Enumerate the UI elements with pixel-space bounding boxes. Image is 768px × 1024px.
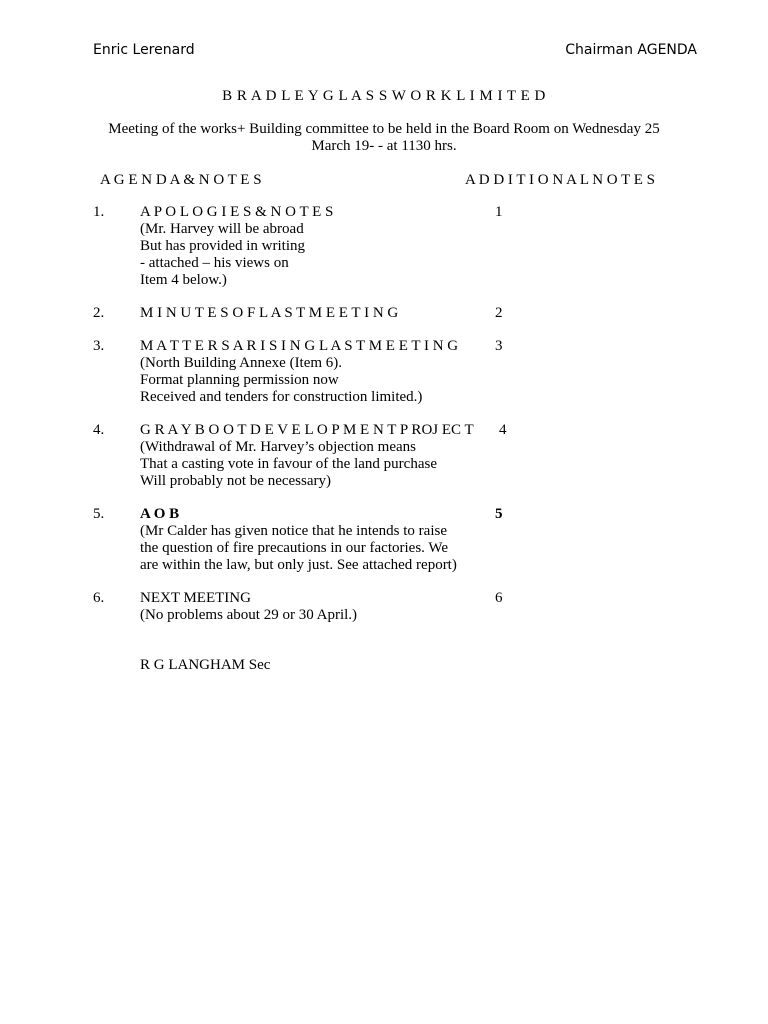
note-line: are within the law, but only just. See attached report) [140, 557, 457, 573]
agenda-column-heading: A G E N D A & N O T E S [100, 172, 262, 188]
item-notes [140, 439, 520, 490]
note-line: - attached – his views on [140, 255, 289, 271]
note-line: the question of fire precautions in our factories. We [140, 540, 448, 556]
item-title: A O B [140, 506, 180, 522]
note-line: Format planning permission now [140, 372, 339, 388]
item-notes [140, 221, 520, 289]
item-note-ref: 4 [499, 422, 507, 438]
note-line: That a casting vote in favour of the land purchase [140, 456, 437, 472]
note-line: (Mr. Harvey will be abroad [140, 221, 304, 237]
item-title: M A T T E R S A R I S I N G L A S T M E E T I N G [140, 338, 459, 354]
item-title: M I N U T E S O F L A S T M E E T I N G [140, 305, 399, 321]
item-note-ref: 3 [495, 338, 503, 354]
item-number: 4. [93, 422, 105, 438]
item-number: 3. [93, 338, 105, 354]
note-line: (No problems about 29 or 30 April.) [140, 607, 358, 623]
item-number: 5. [93, 506, 105, 522]
company-title: B R A D L E Y G L A S S W O R K L I M I T E D [222, 88, 546, 104]
note-line: Will probably not be necessary) [140, 473, 332, 489]
header-role: Chairman AGENDA [565, 42, 697, 58]
item-notes [140, 355, 520, 406]
item-number: 6. [93, 590, 105, 606]
item-notes [140, 523, 520, 574]
meeting-intro: Meeting of the works+ Building committee to be held in the Board Room on Wednesday 25 March 19- - at 1130 hrs. [108, 121, 660, 154]
item-title: A P O L O G I E S & N O T E S [140, 204, 334, 220]
item-notes [140, 607, 520, 624]
note-line: (Mr Calder has given notice that he intends to raise [140, 523, 447, 539]
item-note-ref: 1 [495, 204, 503, 220]
note-line: Item 4 below.) [140, 272, 227, 288]
item-note-ref: 5 [495, 506, 503, 522]
item-title: G R A Y B O O T D E V E L O P M E N T P ROJ EC T [140, 422, 474, 438]
item-number: 1. [93, 204, 105, 220]
note-line: But has provided in writing [140, 238, 305, 254]
additional-notes-column-heading: A D D I T I O N A L N O T E S [465, 172, 656, 188]
item-note-ref: 6 [495, 590, 503, 606]
header-author: Enric Lerenard [93, 42, 195, 58]
note-line: Received and tenders for construction limited.) [140, 389, 423, 405]
item-number: 2. [93, 305, 105, 321]
note-line: (North Building Annexe (Item 6). [140, 355, 343, 371]
item-title: NEXT MEETING [140, 590, 251, 606]
signature: R G LANGHAM Sec [140, 657, 271, 673]
note-line: (Withdrawal of Mr. Harvey’s objection means [140, 439, 416, 455]
item-note-ref: 2 [495, 305, 503, 321]
